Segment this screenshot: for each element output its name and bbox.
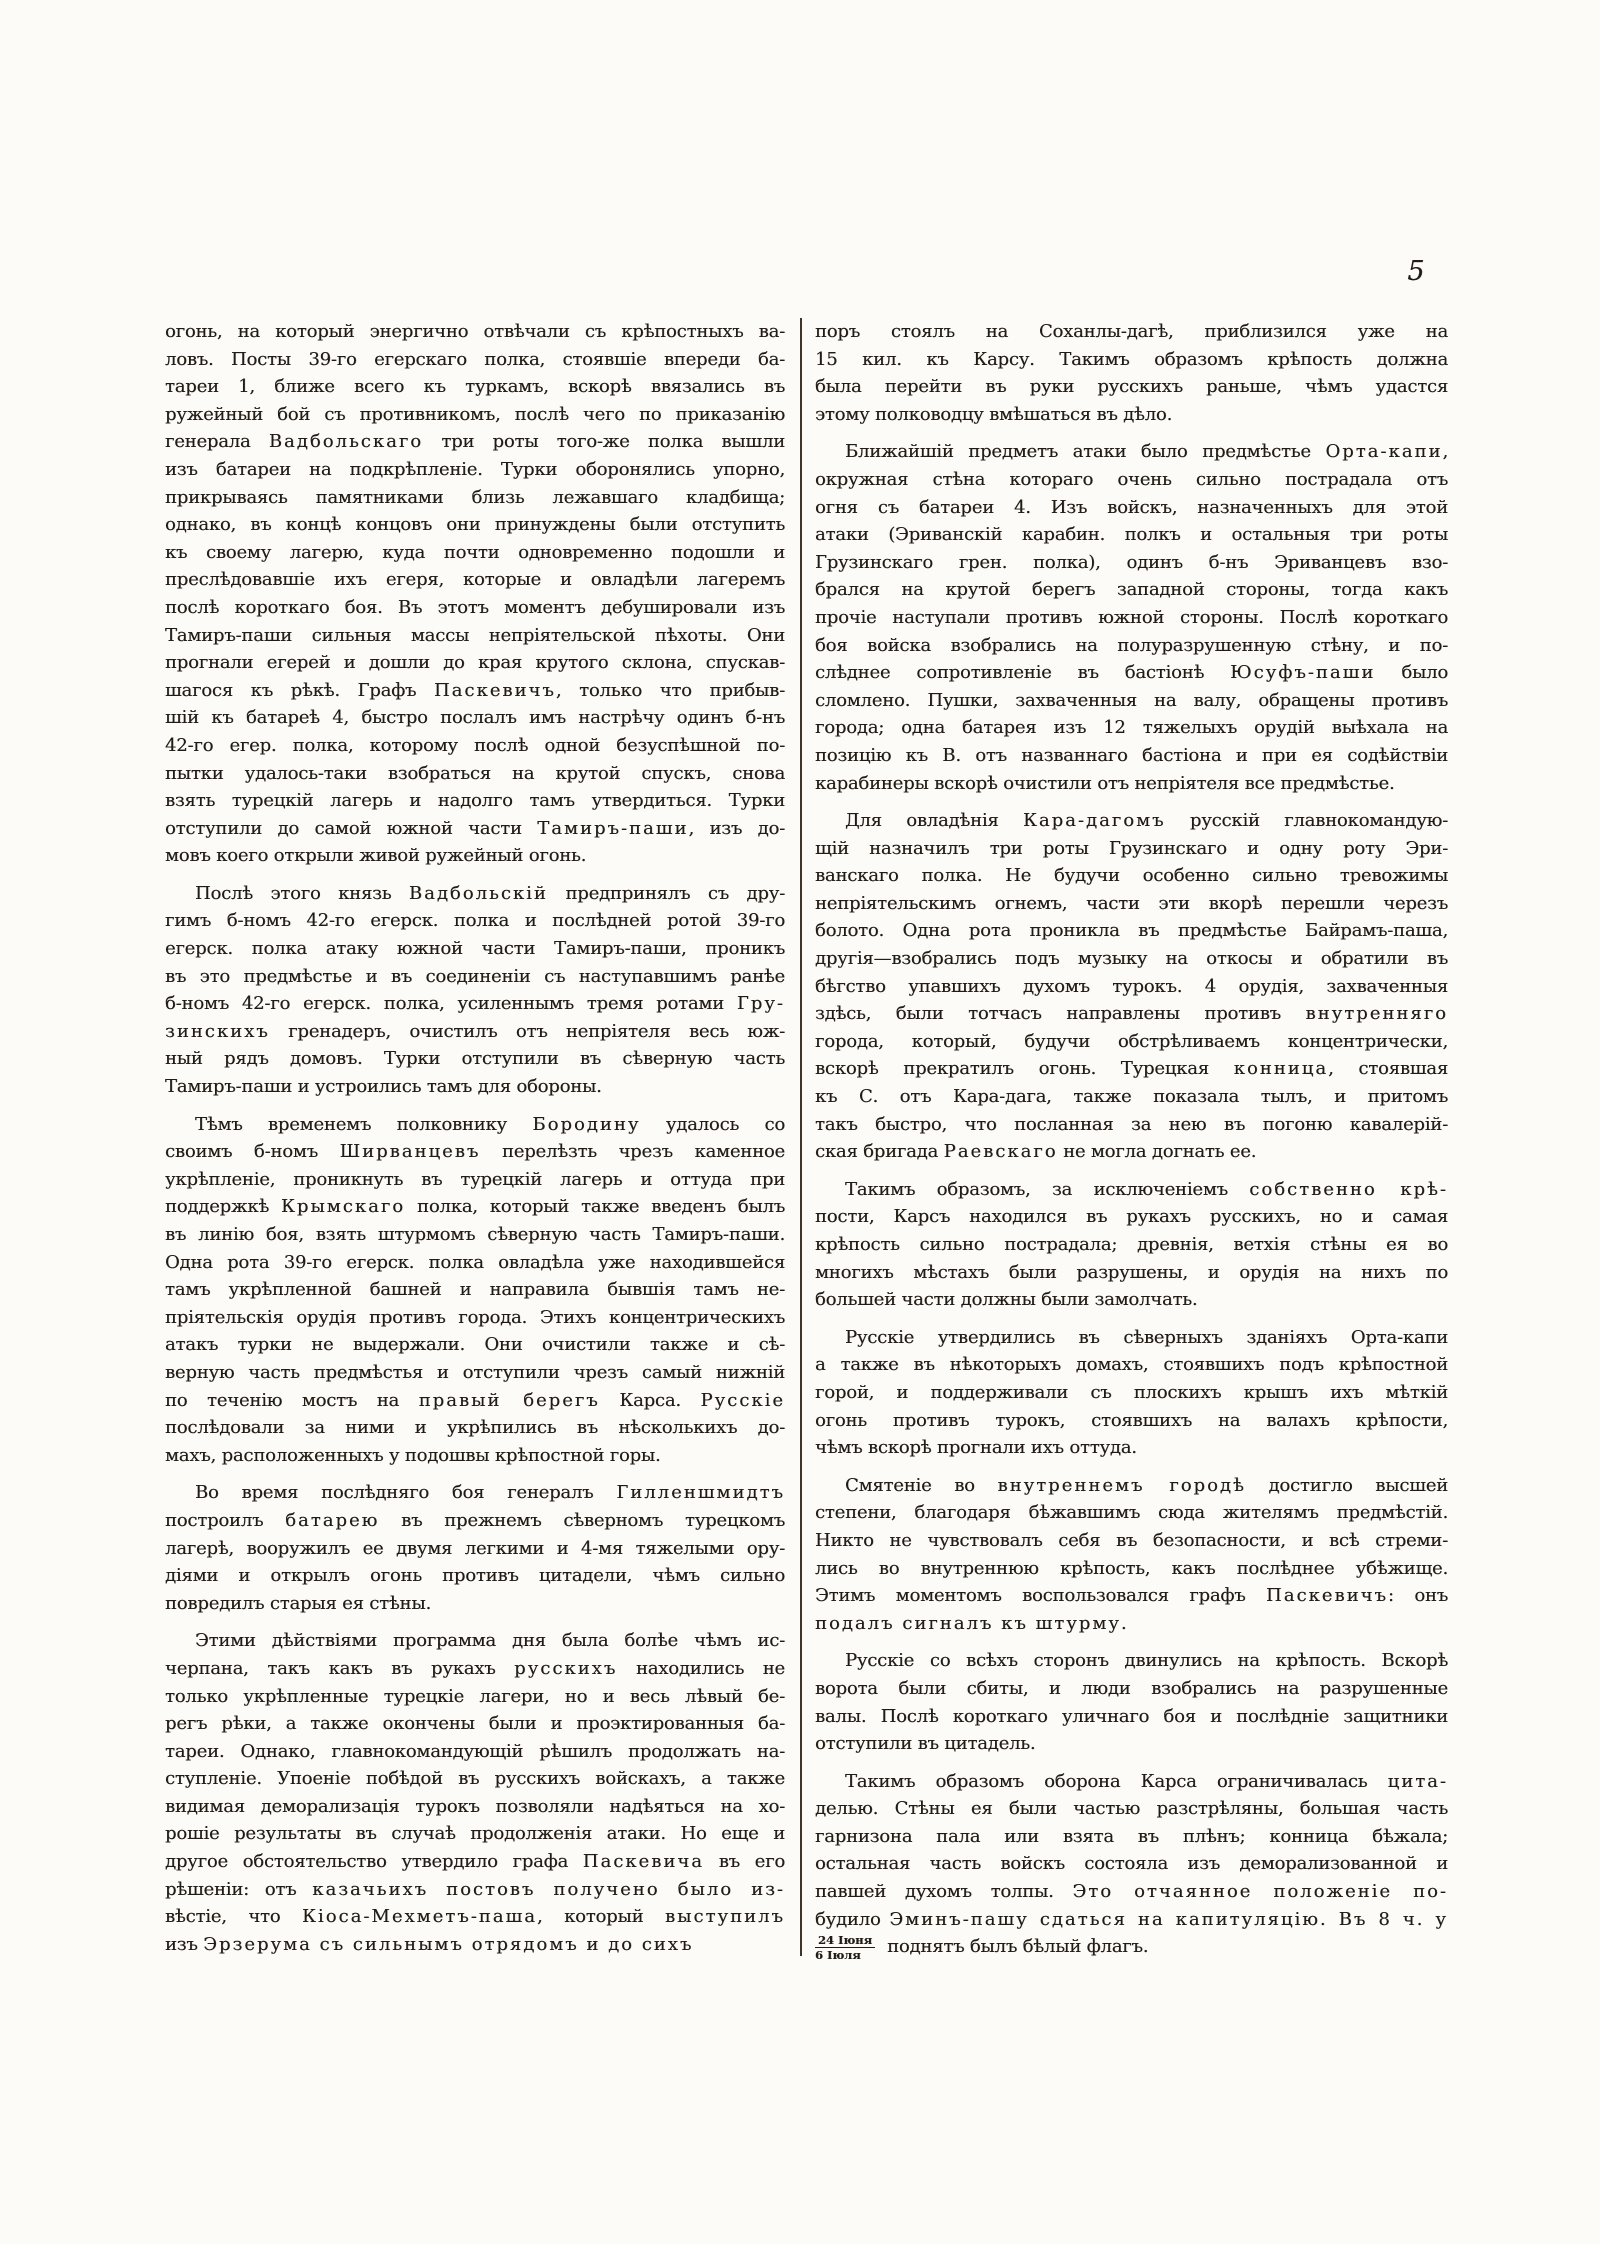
text-line: своимъ б-номъ Ширванцевъ перелѣзть чрезъ каменное — [165, 1141, 785, 1163]
letterspaced-emphasis: Эрзерума съ сильнымъ отрядомъ и до сихъ — [203, 1933, 694, 1955]
letterspaced-emphasis: зинскихъ — [165, 1020, 270, 1042]
text-line: егерск. полка атаку южной части Тамиръ-паши, проникъ — [165, 938, 785, 960]
text-line: города; одна батарея изъ 12 тяжелыхъ орудій выѣхала на — [815, 717, 1448, 739]
paragraph — [815, 438, 1448, 797]
text-line: карабинеры вскорѣ очистили отъ непріятеля все предмѣстье. — [815, 772, 1395, 794]
text-line: ружейный бой съ противникомъ, послѣ чего по приказанію — [165, 403, 785, 425]
text-line: прочіе наступали противъ южной стороны. Послѣ короткаго — [815, 606, 1448, 628]
text-line: пости, Карсъ находился въ рукахъ русскихъ, но и самая — [815, 1206, 1448, 1228]
paragraph — [815, 1176, 1448, 1314]
text-line: изъ Эрзерума съ сильнымъ отрядомъ и до сихъ — [165, 1933, 694, 1955]
paragraph — [815, 1324, 1448, 1462]
text-line: Грузинскаго грен. полка), одинъ б-нъ Эриванцевъ взо- — [815, 551, 1448, 573]
text-line: Русскіе со всѣхъ сторонъ двинулись на крѣпость. Вскорѣ — [845, 1650, 1448, 1672]
letterspaced-emphasis: Раевскаго — [943, 1141, 1058, 1163]
paragraph — [165, 1479, 785, 1617]
text-line: 24 Іюня 6 Іюля поднятъ былъ бѣлый флагъ. — [815, 1933, 1149, 1961]
text-line: повредилъ старыя ея стѣны. — [165, 1592, 431, 1614]
text-line: черпана, такъ какъ въ рукахъ русскихъ находились не — [165, 1657, 785, 1679]
text-line: города, который, будучи обстрѣливаемъ концентрически, — [815, 1030, 1448, 1052]
text-line: боя войска взобрались на полуразрушенную стѣну, и по- — [815, 634, 1448, 656]
text-line: другія—взобрались подъ музыку на откосы и обратили въ — [815, 948, 1448, 970]
text-line: въ это предмѣстье и въ соединеніи съ наступавшимъ ранѣе — [165, 965, 785, 987]
letterspaced-emphasis: Бородину — [532, 1113, 641, 1135]
letterspaced-emphasis: Вадбольскаго — [268, 431, 424, 453]
text-line: послѣдовали за ними и укрѣпились въ нѣсколькихъ до- — [165, 1417, 785, 1439]
text-column-left — [165, 318, 785, 1958]
letterspaced-emphasis: конница — [1233, 1058, 1329, 1080]
letterspaced-emphasis: батарею — [285, 1509, 380, 1531]
text-line: верную часть предмѣстья и отступили чрезъ самый нижній — [165, 1361, 785, 1383]
letterspaced-emphasis: Эминъ-пашу сдаться на капитуляцію. Въ 8 ч. у — [889, 1908, 1448, 1930]
text-line: видимая деморализація турокъ позволяли надѣяться на хо- — [165, 1795, 785, 1817]
text-line: здѣсь, были тотчасъ направлены противъ внутренняго — [815, 1003, 1448, 1025]
text-line: Смятеніе во внутреннемъ городѣ достигло высшей — [845, 1474, 1448, 1496]
text-line: болото. Одна рота проникла въ предмѣстье Байрамъ-паша, — [815, 920, 1448, 942]
text-line: этому полководцу вмѣшаться въ дѣло. — [815, 403, 1173, 425]
old-new-style-date: 24 Іюня 6 Іюля — [815, 1934, 875, 1961]
letterspaced-emphasis: Русскіе — [700, 1389, 785, 1411]
letterspaced-emphasis: подалъ сигналъ къ штурму. — [815, 1612, 1129, 1634]
text-line: къ С. отъ Кара-дага, также показала тылъ, и притомъ — [815, 1086, 1448, 1108]
text-line: регъ рѣки, а также окончены были и проэктированныя ба- — [165, 1713, 785, 1735]
text-line: огонь, на который энергично отвѣчали съ крѣпостныхъ ва- — [165, 321, 785, 342]
letterspaced-emphasis: собственно крѣ- — [1249, 1178, 1448, 1200]
text-line: пріятельскія орудія противъ города. Этихъ концентрическихъ — [165, 1306, 785, 1328]
text-line: Одна рота 39-го егерск. полка овладѣла уже находившейся — [165, 1251, 785, 1273]
text-line: лись во внутреннюю крѣпость, какъ послѣднее убѣжище. — [815, 1557, 1448, 1579]
text-line: построилъ батарею въ прежнемъ сѣверномъ турецкомъ — [165, 1509, 785, 1531]
text-line: горой, и поддерживали съ плоскихъ крышъ ихъ мѣткій — [815, 1381, 1448, 1403]
text-line: атакъ турки не выдержали. Они очистили также и сѣ- — [165, 1334, 785, 1356]
text-line: большей части должны были замолчать. — [815, 1289, 1198, 1311]
letterspaced-emphasis: Вадбольскій — [408, 882, 548, 904]
text-line: Такимъ образомъ оборона Карса ограничивалась цита- — [845, 1770, 1448, 1792]
letterspaced-emphasis: Юсуфъ-паши — [1230, 662, 1376, 684]
text-line: Во время послѣдняго боя генералъ Гилленшмидтъ — [195, 1482, 785, 1504]
text-line: ступленіе. Упоеніе побѣдой въ русскихъ войскахъ, а также — [165, 1768, 785, 1790]
text-line: зинскихъ гренадеръ, очистилъ отъ непріятеля весь юж- — [165, 1020, 785, 1042]
text-line: пытки удалось-таки взобраться на крутой спускъ, снова — [165, 762, 785, 784]
text-line: чѣмъ вскорѣ прогнали ихъ оттуда. — [815, 1437, 1137, 1459]
letterspaced-emphasis: Гру- — [736, 993, 785, 1015]
text-line: Русскіе утвердились въ сѣверныхъ зданіяхъ Орта-капи — [845, 1326, 1448, 1348]
text-line: Для овладѣнія Кара-дагомъ русскій главнокомандую- — [845, 810, 1448, 832]
text-line: была перейти въ руки русскихъ раньше, чѣмъ удастся — [815, 376, 1448, 398]
text-line: щій назначилъ три роты Грузинскаго и одну роту Эри- — [815, 837, 1448, 859]
text-line: ская бригада Раевскаго не могла догнать ее. — [815, 1141, 1257, 1163]
text-line: отступили до самой южной части Тамиръ-паши, изъ до- — [165, 817, 785, 839]
page-number: 5 — [1407, 256, 1425, 287]
text-line: вѣстіе, что Кіоса-Мехметъ-паша, который выступилъ — [165, 1906, 785, 1928]
text-line: поръ стоялъ на Соханлы-дагѣ, приблизился уже на — [815, 321, 1448, 342]
text-line: крѣпость сильно пострадала; древнія, ветхія стѣны ея во — [815, 1234, 1448, 1255]
paragraph — [815, 807, 1448, 1166]
letterspaced-emphasis: цита- — [1387, 1770, 1448, 1792]
text-line: махъ, расположенныхъ у подошвы крѣпостной горы. — [165, 1444, 661, 1466]
text-line: Тѣмъ временемъ полковнику Бородину удалось со — [195, 1113, 785, 1135]
text-line: многихъ мѣстахъ были разрушены, и орудія на нихъ по — [815, 1261, 1448, 1283]
text-line: отступили въ цитадель. — [815, 1733, 1036, 1755]
paragraph — [815, 318, 1448, 428]
text-line: непріятельскимъ огнемъ, части эти вкорѣ перешли черезъ — [815, 892, 1448, 914]
text-line: изъ батареи на подкрѣпленіе. Турки оборонялись упорно, — [165, 458, 785, 480]
text-line: укрѣпленіе, проникнуть въ турецкій лагерь и оттуда при — [165, 1168, 785, 1190]
text-line: генерала Вадбольскаго три роты того-же полка вышли — [165, 431, 785, 453]
paragraph — [165, 1627, 785, 1958]
text-line: только укрѣпленные турецкіе лагери, но и весь лѣвый бе- — [165, 1685, 785, 1707]
letterspaced-emphasis: внутреннемъ городѣ — [997, 1474, 1246, 1496]
text-line: б-номъ 42-го егерск. полка, усиленнымъ тремя ротами Гру- — [165, 993, 785, 1015]
paragraph — [815, 1647, 1448, 1757]
text-line: а также въ нѣкоторыхъ домахъ, стоявшихъ подъ крѣпостной — [815, 1354, 1448, 1376]
text-line: ворота были сбиты, и люди взобрались на разрушенные — [815, 1677, 1448, 1699]
text-line: Тамиръ-паши сильныя массы непріятельской пѣхоты. Они — [165, 624, 785, 646]
text-line: гарнизона пала или взята въ плѣнъ; конница бѣжала; — [815, 1825, 1448, 1847]
text-line: прогнали егерей и дошли до края крутого склона, спускав- — [165, 652, 785, 674]
letterspaced-emphasis: казачьихъ постовъ получено было из- — [312, 1878, 785, 1900]
letterspaced-emphasis: Паскевича — [582, 1851, 704, 1873]
text-line: сломлено. Пушки, захваченныя на валу, обращены противъ — [815, 689, 1448, 711]
paragraph — [165, 880, 785, 1101]
text-line: Такимъ образомъ, за исключеніемъ собственно крѣ- — [845, 1178, 1448, 1200]
text-line: другое обстоятельство утвердило графа Паскевича въ его — [165, 1851, 785, 1873]
text-line: ловъ. Посты 39-го егерскаго полка, стоявшіе впереди ба- — [165, 348, 785, 370]
text-line: слѣднее сопротивленіе въ бастіонѣ Юсуфъ-паши было — [815, 662, 1448, 684]
letterspaced-emphasis: Паскевичъ — [433, 679, 556, 701]
text-line: степени, благодаря бѣжавшимъ сюда жителямъ предмѣстій. — [815, 1502, 1448, 1524]
text-line: тареи. Однако, главнокомандующій рѣшилъ продолжать на- — [165, 1740, 785, 1762]
text-line: тамъ укрѣпленной башней и направила бывшія тамъ не- — [165, 1279, 785, 1301]
letterspaced-emphasis: Кіоса-Мехметъ-паша — [302, 1906, 537, 1928]
text-line: 42-го егер. полка, которому послѣ одной безуспѣшной по- — [165, 734, 785, 756]
text-line: Послѣ этого князь Вадбольскій предпринялъ съ дру- — [195, 882, 785, 904]
text-line: павшей духомъ толпы. Это отчаянное положеніе по- — [815, 1881, 1448, 1903]
text-line: гимъ б-номъ 42-го егерск. полка и послѣдней ротой 39-го — [165, 910, 785, 932]
text-line: будило Эминъ-пашу сдаться на капитуляцію. Въ 8 ч. у — [815, 1908, 1448, 1930]
letterspaced-emphasis: русскихъ — [514, 1657, 618, 1679]
text-line: вскорѣ прекратилъ огонь. Турецкая конница, стоявшая — [815, 1058, 1448, 1080]
text-line: ный рядъ домовъ. Турки отступили въ сѣверную часть — [165, 1048, 785, 1070]
text-line: ванскаго полка. Не будучи особенно сильно тревожимы — [815, 865, 1448, 887]
text-line: однако, въ концѣ концовъ они принуждены были отступить — [165, 514, 785, 536]
text-line: діями и открылъ огонь противъ цитадели, чѣмъ сильно — [165, 1565, 785, 1587]
text-line: позицію къ В. отъ названнаго бастіона и при ея содѣйствіи — [815, 744, 1448, 766]
text-line: по теченію мостъ на правый берегъ Карса. Русскіе — [165, 1389, 785, 1411]
text-line: атаки (Эриванскій карабин. полкъ и остальныя три роты — [815, 524, 1448, 546]
letterspaced-emphasis: Кара-дагомъ — [1022, 810, 1166, 832]
column-divider-rule — [800, 318, 802, 1956]
text-line: Никто не чувствовалъ себя въ безопасности, и всѣ стреми- — [815, 1529, 1448, 1551]
text-line: Этимъ моментомъ воспользовался графъ Паскевичъ: онъ — [815, 1585, 1448, 1607]
text-line: шагося къ рѣкѣ. Графъ Паскевичъ, только что прибыв- — [165, 679, 785, 701]
letterspaced-emphasis: Паскевичъ — [1266, 1585, 1388, 1607]
text-line: прикрываясь памятниками близь лежавшаго кладбища; — [165, 486, 785, 508]
letterspaced-emphasis: Ширванцевъ — [339, 1141, 481, 1163]
text-line: взять турецкій лагерь и надолго тамъ утвердиться. Турки — [165, 790, 785, 812]
text-line: бѣгство упавшихъ духомъ турокъ. 4 орудія, захваченныя — [815, 975, 1448, 997]
text-line: брался на крутой берегъ западной стороны, тогда какъ — [815, 579, 1448, 601]
text-line: Тамиръ-паши и устроились тамъ для обороны. — [165, 1076, 602, 1098]
letterspaced-emphasis: выступилъ — [665, 1906, 785, 1928]
letterspaced-emphasis: Это отчаянное положеніе по- — [1072, 1881, 1448, 1903]
paragraph — [815, 1472, 1448, 1638]
letterspaced-emphasis: Орта-капи — [1325, 441, 1443, 463]
text-line: валы. Послѣ короткаго уличнаго боя и послѣдніе защитники — [815, 1705, 1448, 1727]
text-line: остальная часть войскъ состояла изъ деморализованной и — [815, 1853, 1448, 1875]
text-line: къ своему лагерю, куда почти одновременно подошли и — [165, 541, 785, 563]
text-line: въ линію боя, взять штурмомъ сѣверную часть Тамиръ-паши. — [165, 1224, 785, 1245]
text-line: огня съ батареи 4. Изъ войскъ, назначенныхъ для этой — [815, 496, 1448, 518]
text-column-right — [815, 318, 1448, 1961]
letterspaced-emphasis: Гилленшмидтъ — [616, 1482, 785, 1504]
text-line: делью. Стѣны ея были частью разстрѣляны, большая часть — [815, 1798, 1448, 1820]
text-line: тареи 1, ближе всего къ туркамъ, вскорѣ ввязались въ — [165, 376, 785, 398]
text-line: лагерѣ, вооружилъ ее двумя легкими и 4-мя тяжелыми ору- — [165, 1537, 785, 1559]
text-line — [815, 1610, 1448, 1638]
letterspaced-emphasis: правый берегъ — [418, 1389, 600, 1411]
text-line: Этими дѣйствіями программа дня была болѣе чѣмъ ис- — [195, 1630, 785, 1652]
letterspaced-emphasis: Тамиръ-паши — [537, 817, 689, 839]
text-line: шій къ батареѣ 4, быстро послалъ имъ настрѣчу одинъ б-нъ — [165, 707, 785, 729]
text-line: 15 кил. къ Карсу. Такимъ образомъ крѣпость должна — [815, 348, 1448, 370]
paragraph — [165, 1111, 785, 1470]
text-line: рѣшеніи: отъ казачьихъ постовъ получено было из- — [165, 1878, 785, 1900]
text-line: мовъ коего открыли живой ружейный огонь. — [165, 845, 587, 867]
text-line: поддержкѣ Крымскаго полка, который также введенъ былъ — [165, 1196, 785, 1218]
text-line: окружная стѣна котораго очень сильно пострадала отъ — [815, 468, 1448, 490]
text-line: послѣ короткаго боя. Въ этотъ моментъ дебушировали изъ — [165, 596, 785, 618]
paragraph — [815, 1768, 1448, 1961]
text-line: Ближайшій предметъ атаки было предмѣстье Орта-капи, — [845, 441, 1448, 463]
letterspaced-emphasis: Крымскаго — [280, 1196, 406, 1218]
text-line: такъ быстро, что посланная за нею въ погоню кавалерій- — [815, 1113, 1448, 1135]
text-line: огонь противъ турокъ, стоявшихъ на валахъ крѣпости, — [815, 1409, 1448, 1431]
text-line: преслѣдовавшіе ихъ егеря, которые и овладѣли лагеремъ — [165, 569, 785, 591]
paragraph — [165, 318, 785, 870]
text-line: рошіе результаты въ случаѣ продолженія атаки. Но еще и — [165, 1823, 785, 1845]
letterspaced-emphasis: внутренняго — [1305, 1003, 1448, 1025]
